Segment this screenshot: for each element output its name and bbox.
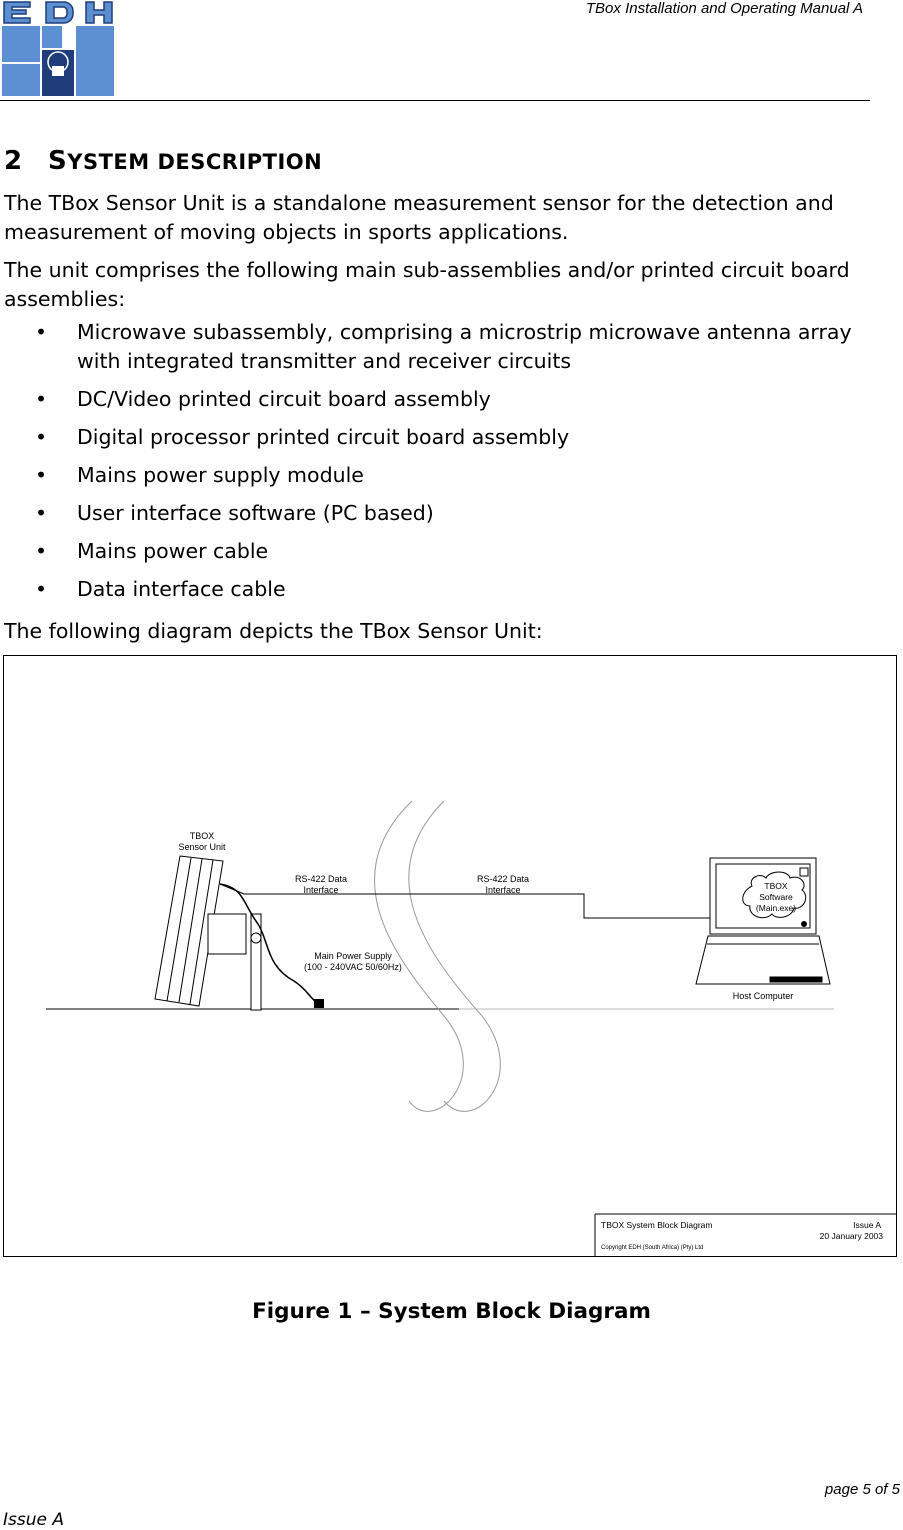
data-cable [220, 884, 744, 918]
pivot-icon [251, 933, 261, 943]
power-plug-icon [314, 999, 324, 1008]
header-rule [0, 100, 870, 101]
mounting-post [251, 914, 261, 1010]
list-item: • Digital processor printed circuit board assembly [4, 423, 894, 452]
rs422-left-label-line1: RS-422 Data [294, 874, 348, 884]
software-label-line2: Software [759, 892, 793, 902]
subassembly-list [4, 318, 894, 613]
edh-logo [0, 0, 118, 98]
header-title: TBox Installation and Operating Manual A [585, 0, 863, 17]
bullet-icon: • [35, 320, 48, 344]
list-item: • Data interface cable [4, 575, 894, 604]
software-label-line1: TBOX [764, 881, 788, 891]
break-line-right [409, 801, 501, 1111]
bullet-icon: • [35, 539, 48, 563]
sensor-label-line2: Sensor Unit [178, 842, 226, 852]
section-heading [4, 146, 322, 176]
section-number: 2 [4, 146, 23, 176]
bullet-icon: • [35, 501, 48, 525]
rs422-right-label-line2: Interface [485, 885, 521, 895]
titleblock-issue: Issue A [853, 1220, 881, 1230]
host-computer-label: Host Computer [732, 991, 794, 1001]
titleblock-copyright: Copyright EDH (South Africa) (Pty) Ltd [601, 1245, 704, 1251]
power-label-line2: (100 - 240VAC 50/60Hz) [304, 962, 402, 972]
sensor-unit-panel [155, 856, 246, 1006]
system-block-diagram [3, 655, 897, 1257]
comprises-paragraph: The unit comprises the following main sub-assemblies and/or printed circuit board assemblies: [4, 258, 850, 311]
list-item: • User interface software (PC based) [4, 499, 894, 528]
titleblock-title: TBOX System Block Diagram [601, 1220, 713, 1230]
bullet-icon: • [35, 463, 48, 487]
titleblock-date: 20 January 2003 [819, 1231, 883, 1241]
page-number: page 5 of 5 [824, 1481, 900, 1498]
list-item: • Mains power cable [4, 537, 894, 566]
rs422-right-label-line1: RS-422 Data [476, 874, 530, 884]
diagram-intro-paragraph: The following diagram depicts the TBox Sensor Unit: [4, 619, 543, 643]
power-label-line1: Main Power Supply [314, 951, 392, 961]
list-item: • DC/Video printed circuit board assembly [4, 385, 894, 414]
bullet-icon: • [35, 387, 48, 411]
section-title-initial: S [48, 146, 68, 176]
sensor-label-line1: TBOX [189, 831, 215, 841]
list-item: • Microwave subassembly, comprising a microstrip microwave antenna array with integrated transmitter and receiver circuits [35, 320, 852, 373]
bullet-icon: • [35, 577, 48, 601]
section-title-rest: YSTEM DESCRIPTION [67, 150, 323, 174]
bullet-icon: • [35, 425, 48, 449]
list-item: • Mains power supply module [4, 461, 894, 490]
rs422-left-label-line2: Interface [303, 885, 339, 895]
software-label-line3: (Main.exe) [755, 903, 797, 913]
figure-caption: Figure 1 – System Block Diagram [252, 1299, 651, 1324]
footer-issue: Issue A [3, 1510, 64, 1530]
intro-paragraph: The TBox Sensor Unit is a standalone measurement sensor for the detection and measurement of moving objects in sports applications. [4, 191, 834, 244]
